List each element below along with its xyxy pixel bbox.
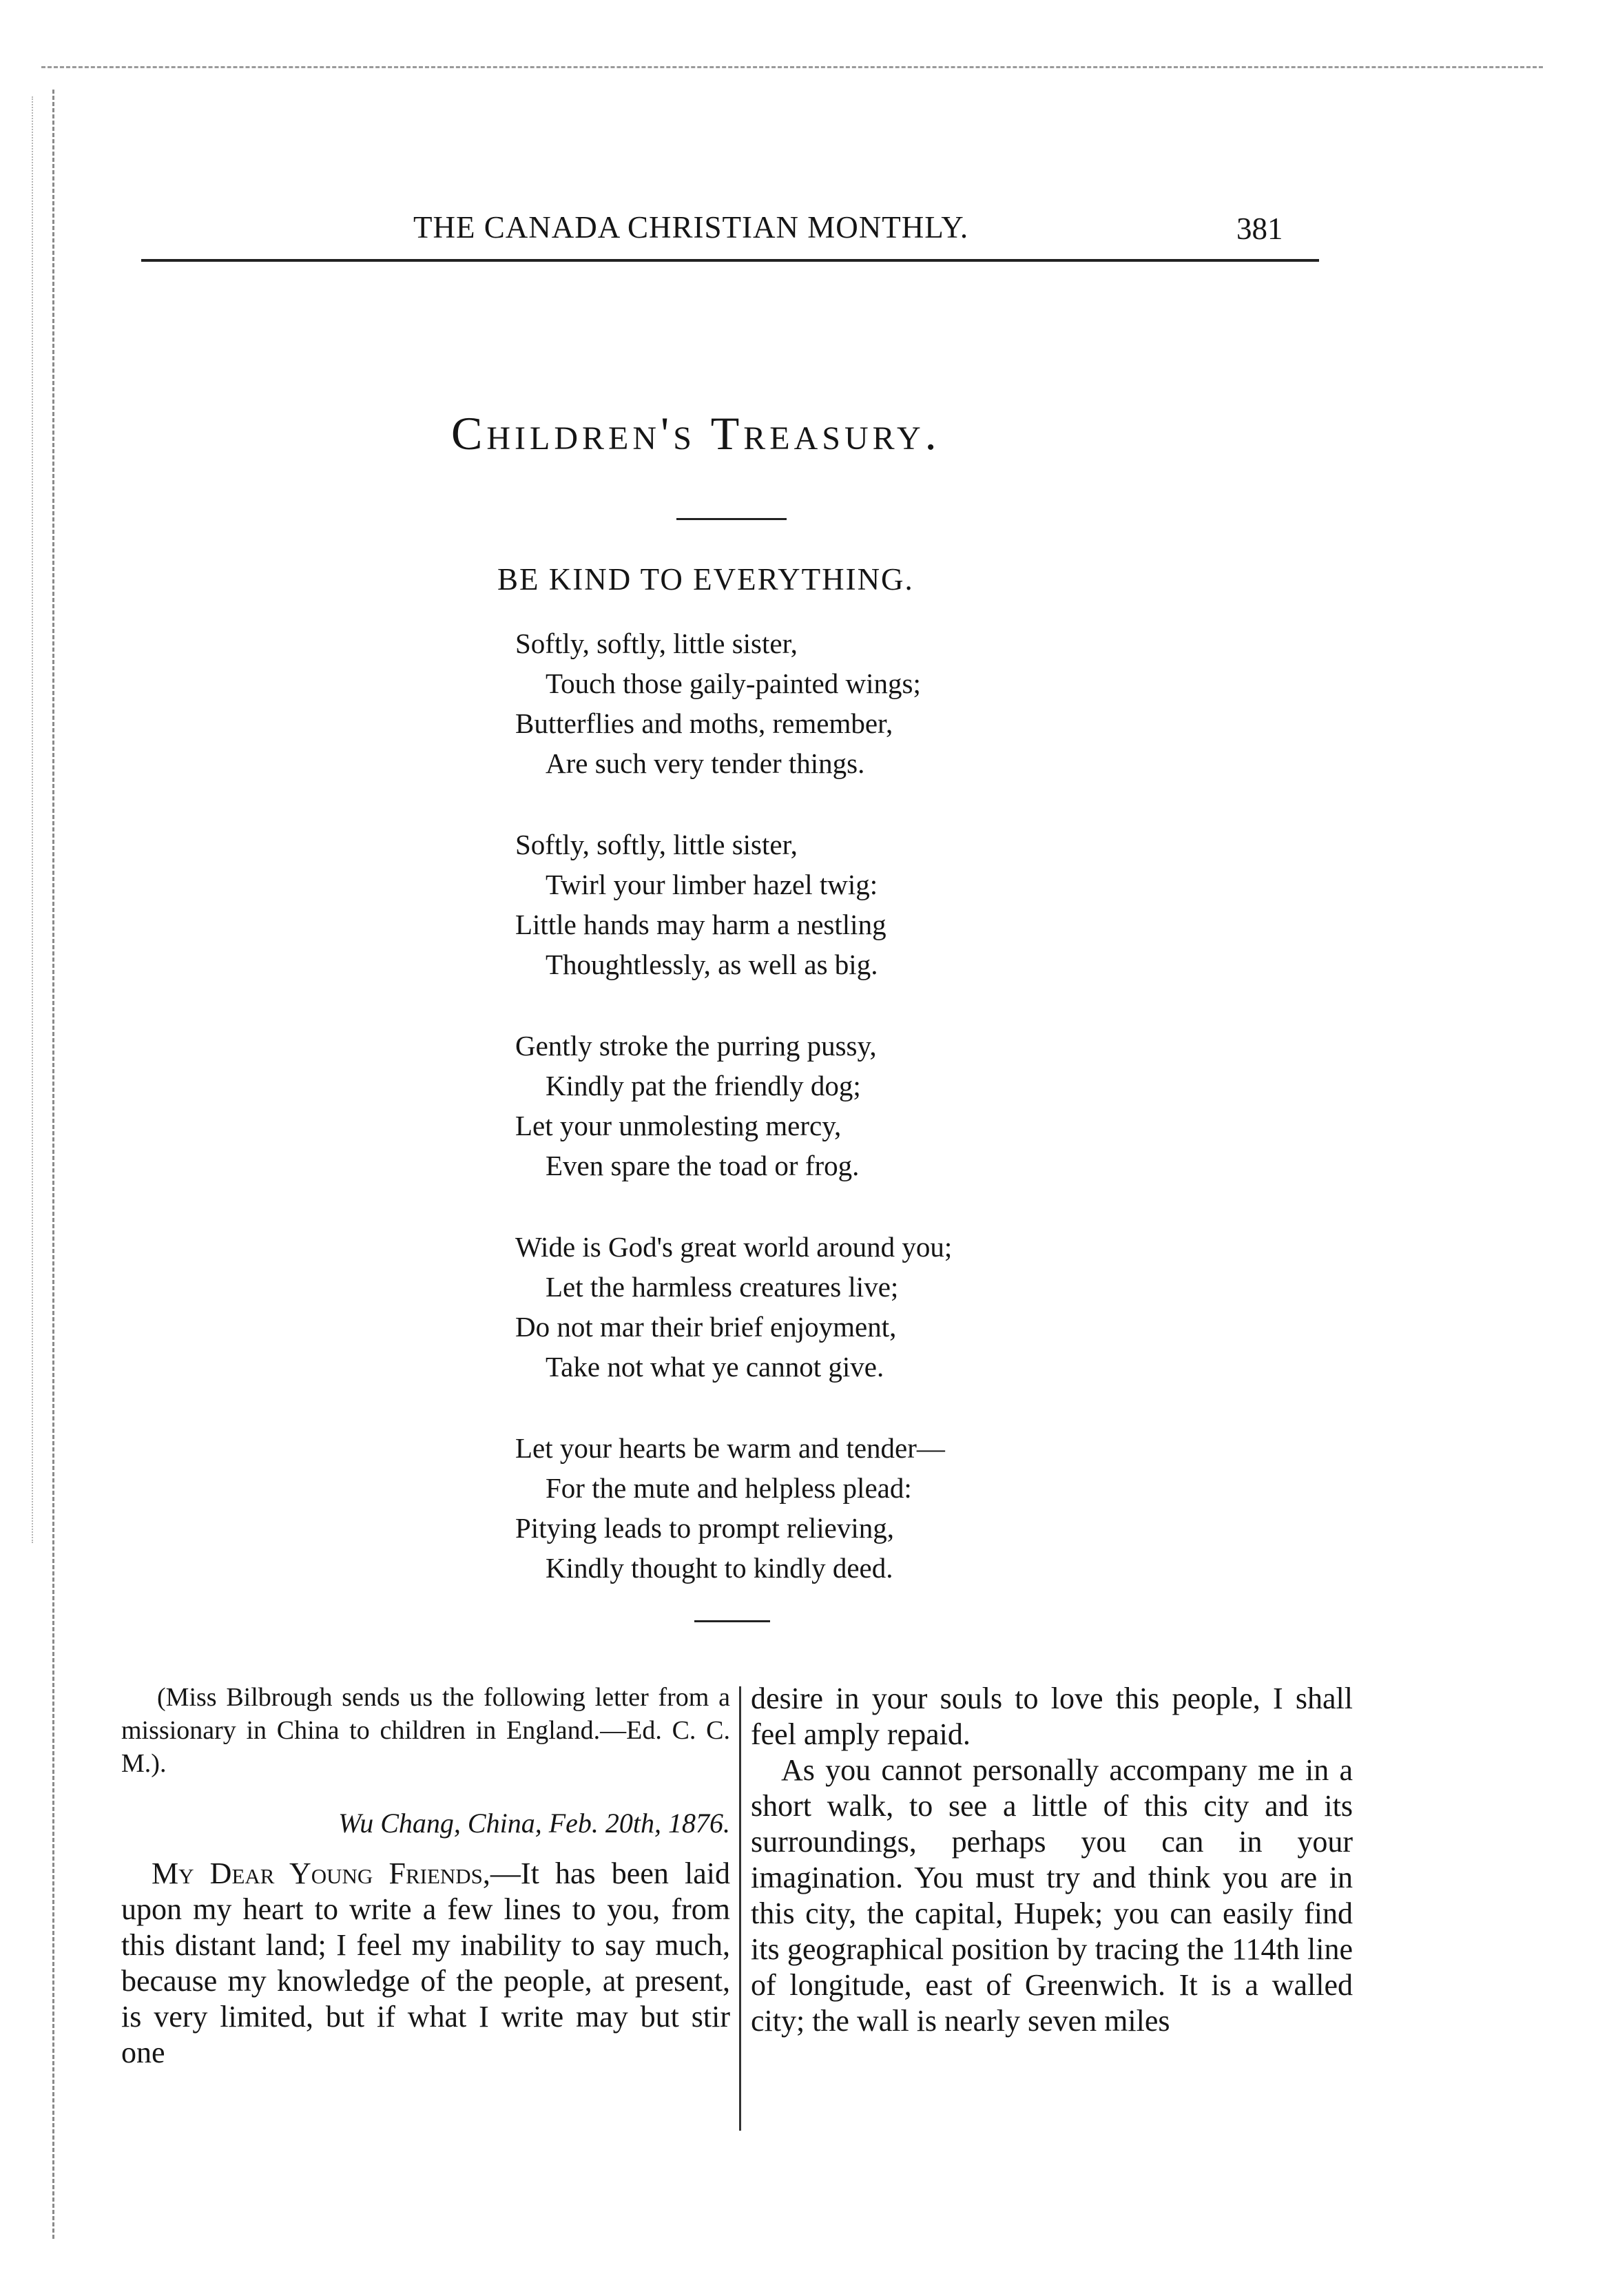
- right-column: [751, 1681, 1353, 2039]
- poem-line: For the mute and helpless plead:: [546, 1472, 912, 1504]
- scan-edge-top: [41, 66, 1543, 68]
- scan-edge-left: [52, 90, 54, 2239]
- running-head: THE CANADA CHRISTIAN MONTHLY.: [413, 210, 969, 245]
- poem-line: Pitying leads to prompt relieving,: [515, 1512, 895, 1544]
- poem-line: Thoughtlessly, as well as big.: [546, 949, 878, 980]
- poem-line: Little hands may harm a nestling: [515, 909, 886, 940]
- title-rule: [676, 518, 787, 520]
- poem-stanza: [515, 623, 1135, 783]
- poem-line: Let your hearts be warm and tender—: [515, 1432, 945, 1464]
- header-rule: [141, 259, 1319, 262]
- poem-line: Twirl your limber hazel twig:: [546, 869, 878, 900]
- poem-title: BE KIND TO EVERYTHING.: [497, 562, 914, 597]
- poem-end-rule: [694, 1620, 770, 1622]
- poem-line: Kindly thought to kindly deed.: [546, 1552, 893, 1584]
- poem-stanza: [515, 825, 1135, 984]
- poem-line: Touch those gaily-painted wings;: [546, 668, 921, 699]
- poem-line: Let your unmolesting mercy,: [515, 1110, 842, 1141]
- poem-line: Softly, softly, little sister,: [515, 829, 798, 860]
- letter-paragraph-1-continued: desire in your souls to love this people, I shall feel amply repaid.: [751, 1682, 1353, 1751]
- editor-note: (Miss Bilbrough sends us the following letter from a missionary in China to children in England.—Ed. C. C. M.).: [121, 1683, 730, 1778]
- poem-line: Are such very tender things.: [546, 747, 865, 779]
- poem-stanza: [515, 1428, 1135, 1588]
- poem-line: Take not what ye cannot give.: [546, 1351, 884, 1383]
- section-title: Children's Treasury.: [451, 407, 941, 459]
- poem-line: Kindly pat the friendly dog;: [546, 1070, 861, 1102]
- left-column: [121, 1681, 730, 2071]
- column-divider: [739, 1686, 741, 2131]
- poem-line: Softly, softly, little sister,: [515, 628, 798, 659]
- scan-edge-left-faint: [32, 96, 33, 1543]
- page-number: 381: [1236, 211, 1283, 246]
- poem-line: Gently stroke the purring pussy,: [515, 1030, 877, 1062]
- poem-line: Do not mar their brief enjoyment,: [515, 1311, 897, 1343]
- letter-dateline: Wu Chang, China, Feb. 20th, 1876.: [338, 1808, 730, 1839]
- poem-line: Even spare the toad or frog.: [546, 1150, 860, 1181]
- poem-line: Butterflies and moths, remember,: [515, 707, 893, 739]
- letter-paragraph-2: As you cannot personally accompany me in a short walk, to see a little of this city and its surroundings, perhaps you can in your imagination. You must try and think you are in this city, the capital, Hupek; you can easily find its geographical position by tracing the 114th line of longitude, east of Greenwich. It is a walled city; the wall is nearly seven miles: [751, 1753, 1353, 2038]
- letter-salutation: My Dear Young Friends,: [152, 1857, 490, 1890]
- poem-line: Let the harmless creatures live;: [546, 1271, 899, 1303]
- poem-line: Wide is God's great world around you;: [515, 1231, 953, 1263]
- poem-stanza: [515, 1026, 1135, 1186]
- poem-body: [515, 623, 1135, 1629]
- poem-stanza: [515, 1227, 1135, 1387]
- letter-paragraph-1: [121, 1856, 730, 2071]
- letter-paragraph-1-text: —It has been laid upon my heart to write a few lines to you, from this distant land; I feel my inability to say much, because my knowledge of the people, at present, is very limited, but if what I write may but stir one: [121, 1857, 730, 2069]
